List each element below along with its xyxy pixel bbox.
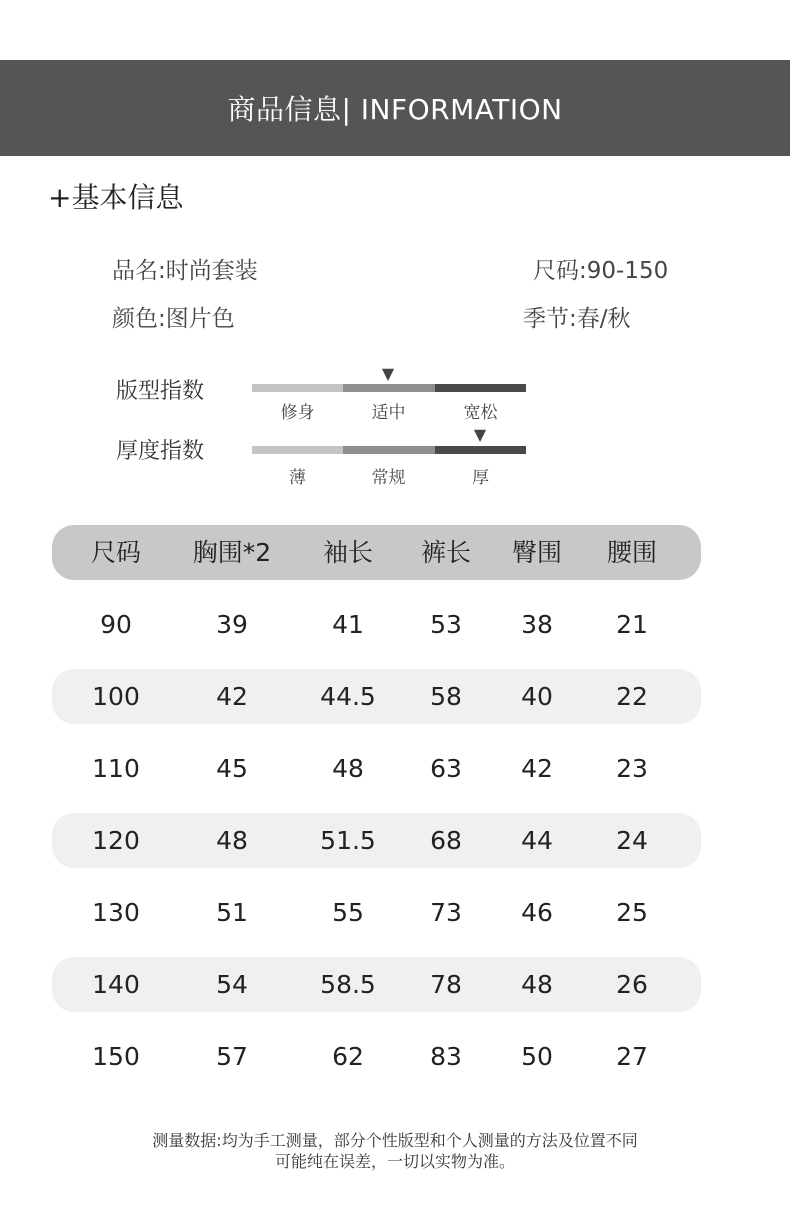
table-cell: 68: [430, 826, 462, 855]
table-row: [52, 813, 701, 868]
table-cell: 22: [616, 682, 648, 711]
table-cell: 40: [521, 682, 553, 711]
header-banner: [0, 60, 790, 156]
table-cell: 83: [430, 1042, 462, 1071]
table-cell: 55: [332, 898, 364, 927]
table-cell: 50: [521, 1042, 553, 1071]
thickness-index-label: 厚度指数: [116, 439, 205, 464]
table-cell: 54: [216, 970, 248, 999]
table-cell: 44.5: [320, 682, 376, 711]
table-cell: 21: [616, 610, 648, 639]
table-cell: 90: [100, 610, 132, 639]
thickness-index-marker: ▼: [473, 425, 487, 444]
table-row: [52, 885, 701, 940]
table-cell: 58: [430, 682, 462, 711]
fit-index-marker: ▼: [381, 364, 395, 383]
thickness-option-thin: 薄: [289, 468, 306, 488]
fit-option-regular: 适中: [371, 403, 406, 423]
table-row: [52, 957, 701, 1012]
product-size-range: 尺码:90-150: [533, 258, 669, 284]
table-cell: 48: [216, 826, 248, 855]
table-cell: 44: [521, 826, 553, 855]
table-cell: 23: [616, 754, 648, 783]
table-cell: 51: [216, 898, 248, 927]
fit-scale-segment: [343, 384, 434, 392]
thickness-option-normal: 常规: [371, 468, 406, 488]
table-cell: 57: [216, 1042, 248, 1071]
thickness-index-scale: [252, 446, 526, 454]
product-season: 季节:春/秋: [523, 306, 631, 332]
table-cell: 110: [92, 754, 140, 783]
product-name: 品名:时尚套装: [112, 258, 258, 284]
thickness-scale-segment: [435, 446, 526, 454]
product-color: 颜色:图片色: [112, 306, 235, 332]
table-header-cell: 腰围: [606, 538, 658, 567]
table-row: [52, 669, 701, 724]
measurement-note-line2: 可能纯在误差，一切以实物为准。: [274, 1152, 515, 1171]
table-header-cell: 臀围: [511, 538, 563, 567]
table-cell: 26: [616, 970, 648, 999]
table-cell: 120: [92, 826, 140, 855]
table-cell: 38: [521, 610, 553, 639]
table-cell: 130: [92, 898, 140, 927]
table-cell: 51.5: [320, 826, 376, 855]
table-header-row: [52, 525, 701, 580]
table-cell: 62: [332, 1042, 364, 1071]
table-cell: 48: [521, 970, 553, 999]
table-cell: 78: [430, 970, 462, 999]
table-cell: 45: [216, 754, 248, 783]
fit-option-slim: 修身: [280, 403, 315, 423]
fit-index-scale: [252, 384, 526, 392]
table-cell: 73: [430, 898, 462, 927]
table-row: [52, 741, 701, 796]
header-title: 商品信息| INFORMATION: [227, 93, 563, 126]
table-cell: 41: [332, 610, 364, 639]
table-header-cell: 胸围*2: [192, 538, 272, 567]
thickness-scale-segment: [252, 446, 343, 454]
table-header-cell: 裤长: [420, 538, 472, 567]
size-table: [52, 525, 701, 1101]
measurement-note-line1: 测量数据:均为手工测量，部分个性版型和个人测量的方法及位置不同: [152, 1131, 638, 1150]
table-cell: 63: [430, 754, 462, 783]
table-cell: 48: [332, 754, 364, 783]
table-cell: 100: [92, 682, 140, 711]
table-row: [52, 597, 701, 652]
table-cell: 53: [430, 610, 462, 639]
table-cell: 150: [92, 1042, 140, 1071]
fit-index-label: 版型指数: [116, 379, 205, 404]
table-cell: 46: [521, 898, 553, 927]
thickness-option-thick: 厚: [472, 468, 489, 488]
fit-scale-segment: [252, 384, 343, 392]
fit-scale-segment: [435, 384, 526, 392]
table-cell: 42: [216, 682, 248, 711]
table-cell: 39: [216, 610, 248, 639]
table-cell: 27: [616, 1042, 648, 1071]
table-header-cell: 袖长: [322, 538, 374, 567]
table-cell: 140: [92, 970, 140, 999]
section-title: +基本信息: [48, 181, 184, 214]
table-cell: 58.5: [320, 970, 376, 999]
fit-option-loose: 宽松: [463, 403, 498, 423]
table-header-cell: 尺码: [90, 538, 142, 567]
table-cell: 25: [616, 898, 648, 927]
table-cell: 42: [521, 754, 553, 783]
thickness-scale-segment: [343, 446, 434, 454]
table-row: [52, 1029, 701, 1084]
table-cell: 24: [616, 826, 648, 855]
